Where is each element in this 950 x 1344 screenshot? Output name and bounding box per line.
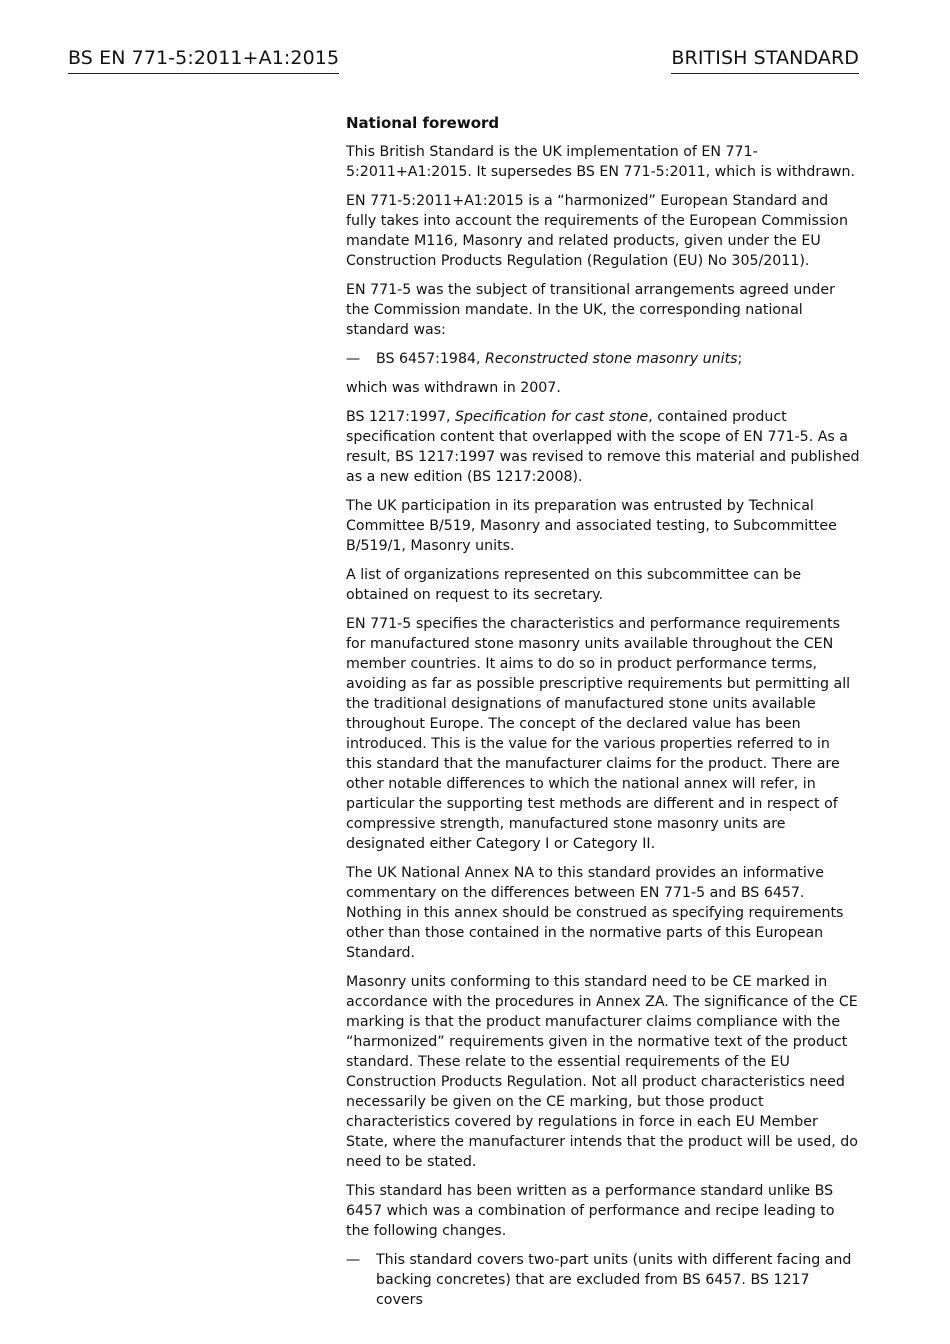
paragraph-transitional: EN 771-5 was the subject of transitional arrangements agreed under the Commission mandate. In the UK, the corresponding national standard was: (346, 282, 835, 338)
paragraph-ce-marking: Masonry units conforming to this standard need to be CE marked in accordance with the procedures in Annex ZA. The significance of the CE marking is that the product manufacturer claims compliance with the “harmonized” requirements given in the normative text of the product standard. These relate to the essential requirements of the EU Construction Products Regulation. Not all product characteristics need necessarily be given on the CE marking, but those product characteristics covered by regulations in force in each EU Member State, where the manufacturer intends that the product will be used, do need to be stated. (346, 974, 858, 1170)
running-header-doc-id: BS EN 771-5:2011+A1:2015 (68, 46, 339, 74)
section-heading: National foreword (346, 114, 500, 132)
standard-ref: BS 1217:1997, (346, 409, 456, 425)
paragraph-organizations: A list of organizations represented on this subcommittee can be obtained on request to its secretary. (346, 567, 802, 603)
list-end: ; (737, 351, 743, 367)
list-dash: — (346, 351, 361, 367)
paragraph-withdrawn: which was withdrawn in 2007. (346, 380, 561, 396)
paragraph-bs1217 (346, 407, 860, 487)
paragraph-specifies: EN 771-5 specifies the characteristics and performance requirements for manufactured stone masonry units available throughout the CEN member countries. It aims to do so in product performance terms, avoiding as far as possible prescriptive requirements but permitting all the traditional designations of manufactured stone units available throughout Europe. The concept of the declared value has been introduced. This is the value for the various properties referred to in this standard that the manufacturer claims for the product. There are other notable differences to which the national annex will refer, in particular the supporting test methods are different and in respect of compressive strength, manufactured stone masonry units are designated either Category I or Category II. (346, 616, 851, 852)
list-item-two-part-units (346, 1250, 860, 1310)
paragraph-rest: , contained product specification content that overlapped with the scope of EN 771-5. As a result, BS 1217:1997 was revised to remove this material and published as a new edition (BS 1217:2008). (346, 409, 860, 485)
running-header-label: BRITISH STANDARD (671, 46, 859, 74)
paragraph-committee: The UK participation in its preparation was entrusted by Technical Committee B/519, Masonry and associated testing, to Subcommittee B/519/1, Masonry units. (346, 498, 837, 554)
paragraph-harmonized: EN 771-5:2011+A1:2015 is a “harmonized” European Standard and fully takes into account the requirements of the European Commission mandate M116, Masonry and related products, given under the EU Construction Products Regulation (Regulation (EU) No 305/2011). (346, 193, 848, 269)
paragraph-performance: This standard has been written as a performance standard unlike BS 6457 which was a combination of performance and recipe leading to the following changes. (346, 1183, 835, 1239)
national-foreword-section (346, 113, 860, 1319)
list-item-bs6457 (346, 349, 860, 369)
list-item-text (376, 349, 860, 369)
list-dash: — (346, 1252, 361, 1268)
list-item-text: This standard covers two-part units (units with different facing and backing concretes) that are excluded from BS 6457. BS 1217 covers (376, 1252, 852, 1308)
standard-ref: BS 6457:1984, (376, 351, 486, 367)
paragraph-implementation: This British Standard is the UK implementation of EN 771-5:2011+A1:2015. It supersedes BS EN 771-5:2011, which is withdrawn. (346, 144, 856, 180)
standard-title: Reconstructed stone masonry units (485, 351, 738, 367)
standard-title: Specification for cast stone (455, 409, 649, 425)
paragraph-national-annex: The UK National Annex NA to this standard provides an informative commentary on the differences between EN 771-5 and BS 6457. Nothing in this annex should be construed as specifying requirements other than those contained in the normative parts of this European Standard. (346, 865, 844, 961)
